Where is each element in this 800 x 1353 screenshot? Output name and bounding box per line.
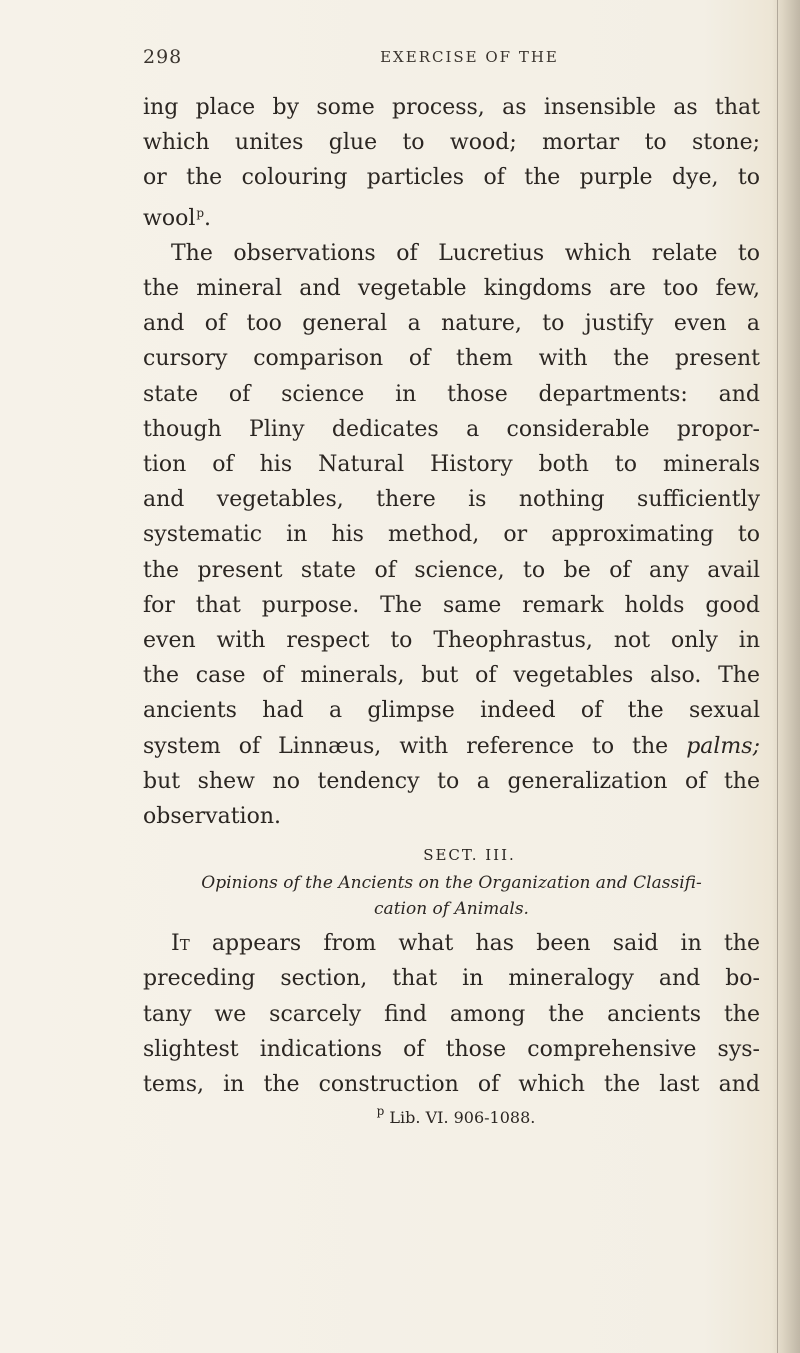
page-number: 298 (143, 46, 183, 68)
text-line (143, 926, 760, 961)
section-heading: SECT. III. (423, 846, 516, 865)
text-line: for that purpose. The same remark holds good (143, 592, 760, 618)
footnote-text: Lib. VI. 906-1088. (389, 1108, 536, 1128)
page-body (143, 90, 760, 1127)
text-line: slightest indications of those comprehensive sys- (143, 1036, 760, 1062)
text-line: the present state of science, to be of any avail (143, 557, 760, 583)
page-edge-line (777, 0, 778, 1353)
text-line: the case of minerals, but of vegetables also. The (143, 663, 760, 689)
text-line: systematic in his method, or approximating to (143, 522, 760, 548)
text-line: or the colouring particles of the purple dye, to (143, 165, 760, 191)
text-line: and vegetables, there is nothing sufficiently (143, 487, 760, 513)
text-line: even with respect to Theophrastus, not only in (143, 628, 760, 654)
text-line: tany we scarcely find among the ancients the (143, 1001, 760, 1027)
text-line (143, 729, 760, 764)
text-fragment: . (204, 205, 212, 231)
footnote (143, 1104, 760, 1127)
text-line: but shew no tendency to a generalization of the (143, 768, 760, 794)
text-line: tion of his Natural History both to minerals (143, 452, 760, 478)
footnote-marker: p (376, 1104, 385, 1119)
text-line: ing place by some process, as insensible as that (143, 95, 760, 120)
text-line: the mineral and vegetable kingdoms are too few, (143, 276, 760, 302)
paragraph-3 (143, 926, 760, 1102)
text-line: state of science in those departments: and (143, 381, 760, 407)
paragraph-1 (143, 90, 760, 236)
text-line: which unites glue to wood; mortar to stone; (143, 130, 760, 156)
subtitle-line: Opinions of the Ancients on the Organization and Classifi- (201, 873, 702, 894)
text-line: though Pliny dedicates a considerable propor- (143, 416, 760, 442)
text-line: The observations of Lucretius which relate to (171, 240, 760, 266)
running-head: EXERCISE OF THE (380, 48, 559, 66)
text-line: cursory comparison of them with the present (143, 346, 760, 372)
text-line: and of too general a nature, to justify even a (143, 311, 760, 337)
small-caps-word: It (171, 931, 190, 957)
text-fragment: wool (143, 205, 196, 231)
section-subtitle (143, 870, 760, 922)
page-header (143, 46, 760, 76)
text-fragment: appears from what has been said in the (211, 931, 760, 957)
italic-word: palms; (686, 733, 760, 759)
footnote-reference: p (196, 205, 205, 220)
paragraph-2 (143, 236, 760, 834)
text-line: preceding section, that in mineralogy and bo- (143, 966, 760, 992)
text-line: ancients had a glimpse indeed of the sexual (143, 698, 760, 724)
text-line: observation. (143, 804, 281, 830)
text-fragment: system of Linnæus, with reference to the (143, 733, 669, 759)
subtitle-line: cation of Animals. (374, 899, 529, 920)
text-line (143, 196, 760, 236)
text-line: tems, in the construction of which the last and (143, 1072, 760, 1098)
